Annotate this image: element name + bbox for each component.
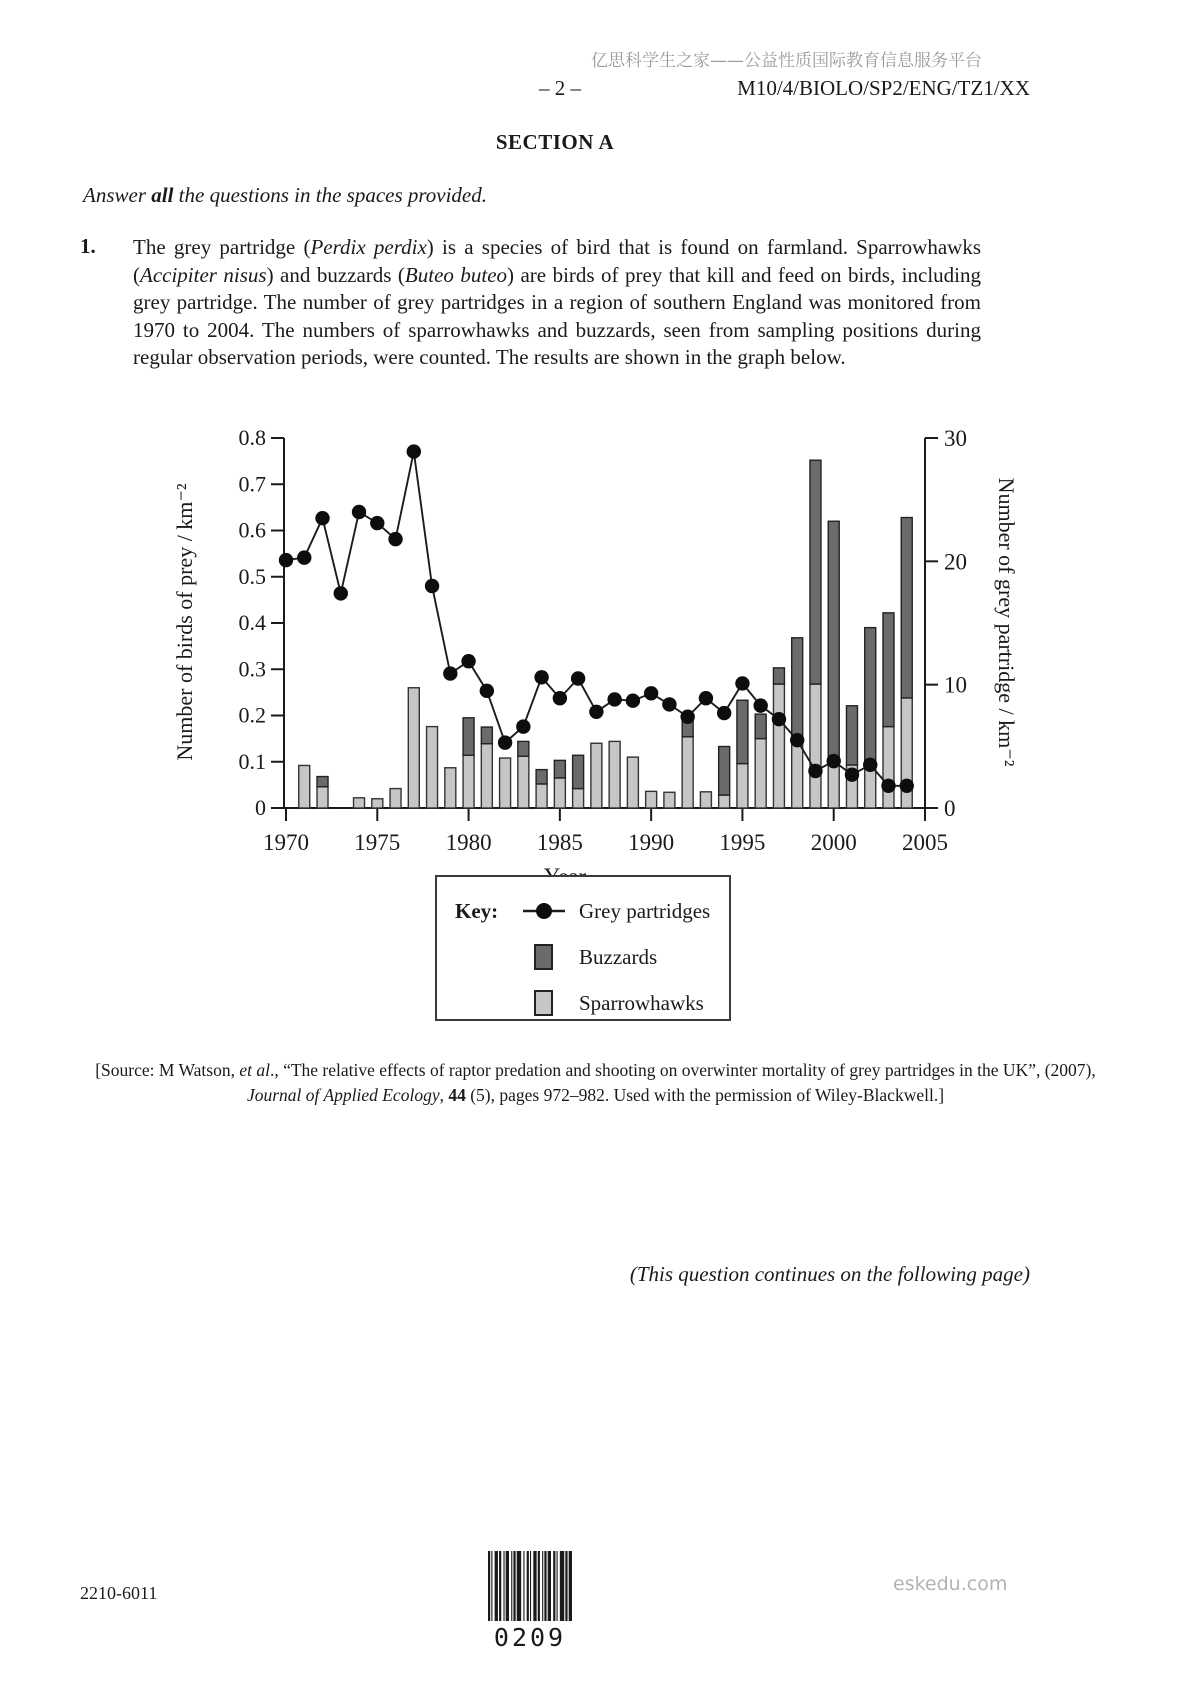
svg-text:10: 10 bbox=[944, 672, 967, 698]
svg-text:0.4: 0.4 bbox=[238, 610, 266, 635]
svg-text:30: 30 bbox=[944, 426, 967, 451]
svg-text:1985: 1985 bbox=[536, 830, 583, 855]
svg-text:20: 20 bbox=[944, 549, 967, 575]
barcode-number: 0209 bbox=[493, 1623, 567, 1652]
svg-text:0: 0 bbox=[255, 795, 266, 820]
svg-text:1970: 1970 bbox=[263, 830, 309, 855]
grey-partridges-line-symbol bbox=[513, 897, 575, 925]
chart-key-box bbox=[435, 875, 731, 1021]
section-instructions: Answer all the questions in the spaces provided. bbox=[83, 183, 488, 207]
buzzards-square-symbol bbox=[513, 943, 575, 971]
svg-text:0.2: 0.2 bbox=[238, 702, 266, 728]
svg-text:1990: 1990 bbox=[628, 830, 675, 855]
key-label-grey-partridges: Grey partridges bbox=[579, 898, 711, 923]
svg-text:0.1: 0.1 bbox=[238, 748, 266, 774]
svg-text:0.3: 0.3 bbox=[238, 656, 266, 682]
svg-text:2005: 2005 bbox=[902, 830, 948, 855]
svg-text:0.8: 0.8 bbox=[238, 425, 266, 450]
document-code: 2210-6011 bbox=[80, 1583, 158, 1603]
left-axis-title: Number of birds of prey / km⁻² bbox=[172, 483, 197, 761]
key-label-buzzards: Buzzards bbox=[579, 944, 658, 969]
sparrowhawks-square-symbol bbox=[513, 989, 575, 1017]
source-citation: [Source: M Watson, et al., “The relative effects of raptor predation and shooting on overwinter mortality of grey partridges in the UK”, (2007), Journal of Applied Ecology, 44 (5), pages 972–982. Used with the permission of Wiley-Blackwell.] bbox=[95, 1060, 1096, 1105]
svg-text:1995: 1995 bbox=[719, 830, 766, 855]
barcode-image bbox=[488, 1551, 572, 1621]
site-watermark-header: 亿思科学生之家——公益性质国际教育信息服务平台 bbox=[591, 51, 982, 71]
key-label-sparrowhawks: Sparrowhawks bbox=[579, 990, 704, 1015]
svg-text:2000: 2000 bbox=[810, 830, 857, 855]
svg-text:0.5: 0.5 bbox=[238, 563, 266, 589]
svg-text:0.6: 0.6 bbox=[238, 517, 266, 543]
svg-text:1975: 1975 bbox=[354, 830, 401, 855]
svg-text:0: 0 bbox=[944, 796, 956, 821]
question-text: The grey partridge (Perdix perdix) is a species of bird that is found on farmland. Sparrowhawks (Accipiter nisus) and buzzards (Buteo buteo) are birds of prey that kill and feed on birds, including grey partridge. The number of grey partridges in a region of southern England was monitored from 1970 to 2004. The numbers of sparrowhawks and buzzards, seen from sampling positions during regular observation periods, were counted. The results are shown in the graph below. bbox=[133, 235, 982, 370]
key-row-sparrowhawks bbox=[455, 980, 729, 1026]
svg-text:1980: 1980 bbox=[445, 830, 492, 855]
key-row-partridges bbox=[455, 888, 729, 934]
exam-code: M10/4/BIOLO/SP2/ENG/TZ1/XX bbox=[737, 76, 1030, 100]
svg-text:0.7: 0.7 bbox=[238, 471, 266, 497]
site-watermark-footer: eskedu.com bbox=[893, 1573, 1008, 1595]
question-number: 1. bbox=[80, 234, 96, 258]
key-title: Key: bbox=[455, 898, 499, 923]
page-number: – 2 – bbox=[539, 76, 581, 100]
continuation-note: (This question continues on the following page) bbox=[629, 1262, 1030, 1286]
sparrowhawk-bars bbox=[299, 684, 912, 808]
results-chart bbox=[170, 396, 1050, 891]
right-axis-title: Number of grey partridge / km⁻² bbox=[994, 477, 1019, 767]
axes bbox=[239, 425, 968, 889]
section-title: SECTION A bbox=[495, 130, 615, 154]
key-row-buzzards bbox=[455, 934, 729, 980]
